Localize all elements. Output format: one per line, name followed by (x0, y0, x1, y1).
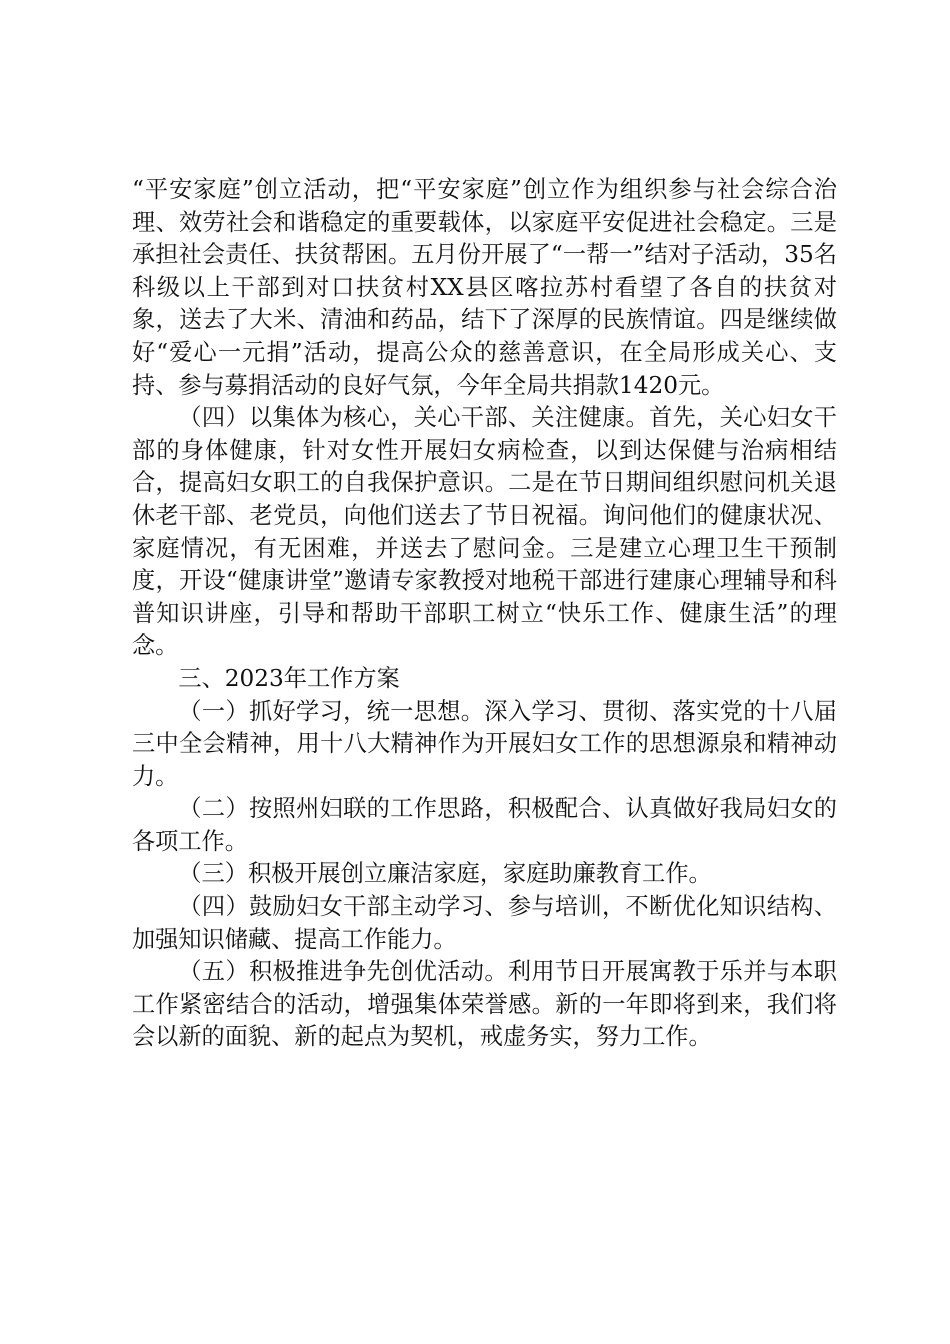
paragraph-health-care: （四）以集体为核心，关心干部、关注健康。首先，关心妇女干部的身体健康，针对女性开展妇女病检查，以到达保健与治病相结合，提高妇女职工的自我保护意识。二是在节日期间组织慰问机关退休老干部、老党员，向他们送去了节日祝福。询问他们的健康状况、家庭情况，有无困难，并送去了慰问金。三是建立心理卫生干预制度，开设“健康讲堂”邀请专家教授对地税干部进行建康心理辅导和科普知识讲座，引导和帮助干部职工树立“快乐工作、健康生活”的理念。 (132, 404, 837, 660)
plan-item-4: （四）鼓励妇女干部主动学习、参与培训，不断优化知识结构、加强知识储藏、提高工作能力。 (132, 893, 837, 953)
section-heading-2023-plan: 三、2023年工作方案 (178, 664, 400, 692)
document-body (132, 174, 837, 1054)
plan-item-3: （三）积极开展创立廉洁家庭，家庭助廉教育工作。 (178, 860, 712, 888)
plan-item-5: （五）积极推进争先创优活动。利用节日开展寓教于乐并与本职工作紧密结合的活动，增强集体荣誉感。新的一年即将到来，我们将会以新的面貌、新的起点为契机，戒虚务实，努力工作。 (132, 958, 837, 1051)
plan-item-2: （二）按照州妇联的工作思路，积极配合、认真做好我局妇女的各项工作。 (132, 795, 837, 855)
plan-item-1: （一）抓好学习，统一思想。深入学习、贯彻、落实党的十八届三中全会精神，用十八大精神作为开展妇女工作的思想源泉和精神动力。 (132, 697, 837, 790)
paragraph-safe-family: “平安家庭”创立活动，把“平安家庭”创立作为组织参与社会综合治理、效劳社会和谐稳定的重要载体，以家庭平安促进社会稳定。三是承担社会责任、扶贫帮困。五月份开展了“一帮一”结对子活动，35名科级以上干部到对口扶贫村XX县区喀拉苏村看望了各自的扶贫对象，送去了大米、清油和药品，结下了深厚的民族情谊。四是继续做好“爱心一元捐”活动，提高公众的慈善意识，在全局形成关心、支持、参与募捐活动的良好气氛，今年全局共捐款1420元。 (132, 176, 837, 399)
